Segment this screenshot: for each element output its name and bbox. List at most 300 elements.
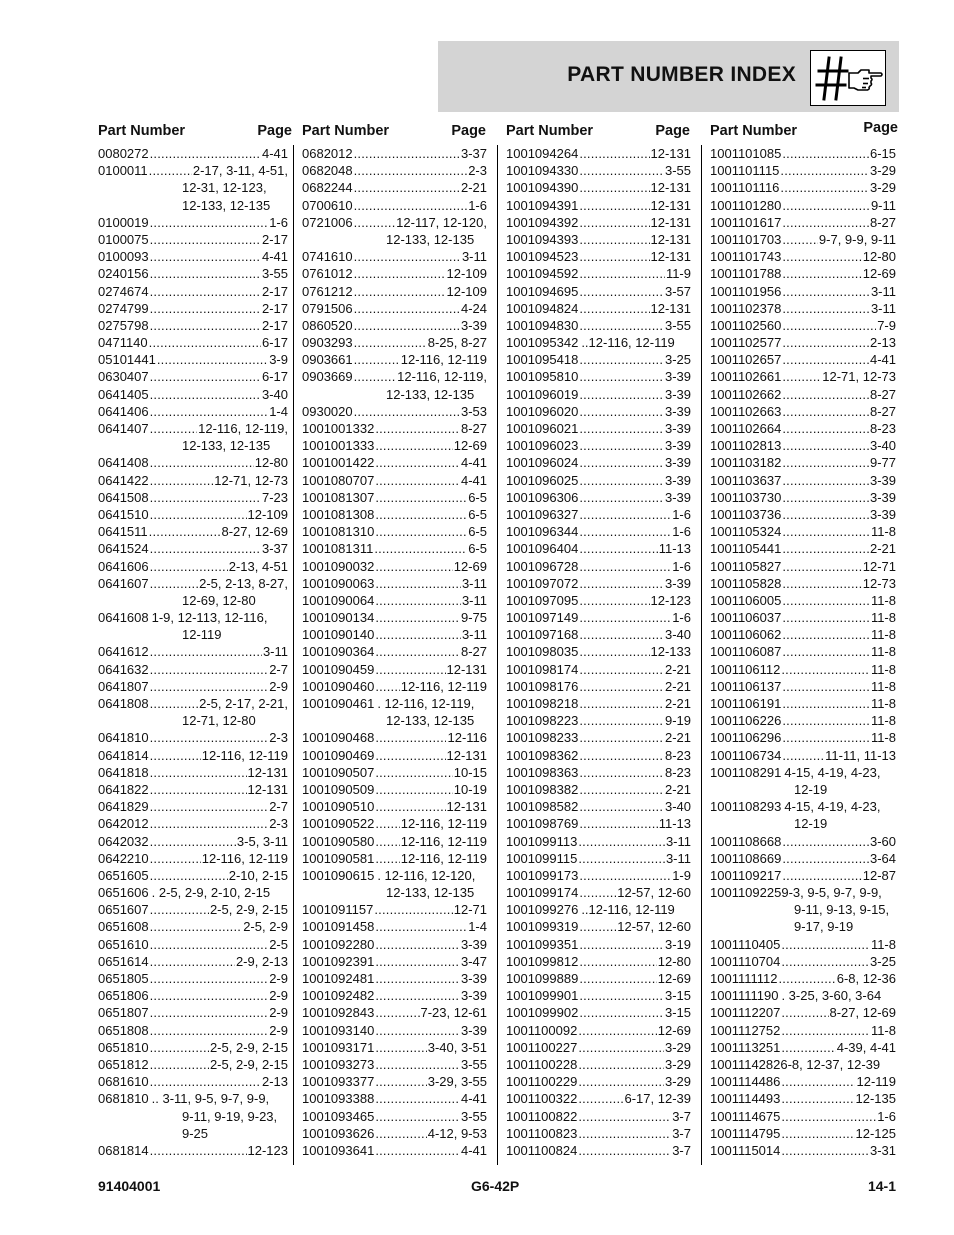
entry-line bbox=[302, 747, 487, 764]
dot-leader bbox=[354, 145, 460, 162]
dot-leader bbox=[579, 575, 664, 592]
index-entry bbox=[710, 248, 896, 265]
entry-line bbox=[98, 1004, 288, 1021]
entry-line bbox=[710, 300, 896, 317]
dot-leader bbox=[375, 729, 446, 746]
entry-line bbox=[506, 764, 691, 781]
part-number-header: Part Number bbox=[302, 123, 390, 139]
index-entry bbox=[710, 145, 896, 162]
part-number-header: Part Number bbox=[506, 123, 594, 139]
part-number: 0641405 bbox=[98, 386, 149, 402]
index-entry bbox=[710, 540, 896, 557]
index-entry bbox=[710, 162, 896, 179]
entry-line bbox=[302, 540, 487, 557]
index-entry bbox=[506, 523, 691, 540]
part-number: 1001081310 bbox=[302, 524, 375, 540]
page-header: Page bbox=[257, 123, 292, 139]
page-reference: 3-40 bbox=[664, 799, 691, 815]
page-reference: 3-11 bbox=[870, 300, 896, 316]
entry-line bbox=[506, 901, 691, 918]
page-reference: 1-9, 12-113, 12-116, bbox=[151, 610, 268, 626]
part-number: 1001102378 bbox=[710, 300, 782, 316]
dot-leader bbox=[782, 540, 869, 557]
part-number: 0700610 bbox=[302, 197, 353, 213]
entry-line bbox=[710, 695, 896, 712]
index-entry bbox=[710, 695, 896, 712]
dot-leader bbox=[579, 472, 664, 489]
index-entry bbox=[506, 970, 691, 987]
dot-leader bbox=[150, 764, 247, 781]
page-reference: 2-5, 2-17, 2-21, bbox=[199, 696, 288, 711]
part-number: 1001099276 bbox=[506, 902, 579, 918]
page-reference: 3-53 bbox=[460, 403, 487, 419]
entry-line bbox=[302, 214, 487, 231]
entry-line bbox=[506, 386, 691, 403]
part-number: 0651808 bbox=[98, 1022, 149, 1038]
page-reference: 2-5, 2-9 bbox=[243, 919, 288, 935]
entry-line bbox=[98, 265, 288, 282]
entry-line bbox=[506, 403, 691, 420]
part-number: 1001097095 bbox=[506, 592, 579, 608]
entry-line bbox=[506, 1108, 691, 1125]
index-entry bbox=[302, 334, 487, 351]
entry-line bbox=[302, 1108, 487, 1125]
page-reference: 3-11 bbox=[665, 833, 691, 849]
index-entry bbox=[302, 472, 487, 489]
page-reference: 3-39 bbox=[664, 455, 691, 471]
entry-line bbox=[506, 334, 691, 351]
index-entry bbox=[98, 815, 288, 832]
page-title: PART NUMBER INDEX bbox=[567, 63, 796, 86]
dot-leader bbox=[375, 1022, 460, 1039]
dot-leader bbox=[150, 1022, 269, 1039]
part-number: 1001092843 bbox=[302, 1005, 375, 1021]
part-number: 1001098035 bbox=[506, 644, 579, 660]
index-entry bbox=[506, 1108, 691, 1125]
part-number: 0681814 bbox=[98, 1142, 149, 1158]
entry-line bbox=[98, 334, 288, 351]
entry-line bbox=[98, 815, 288, 832]
index-entry bbox=[710, 661, 896, 678]
dot-leader bbox=[780, 179, 869, 196]
entry-line bbox=[302, 437, 487, 454]
dot-leader bbox=[781, 1073, 855, 1090]
page-reference: 4-41 bbox=[261, 249, 288, 265]
dot-leader bbox=[157, 351, 268, 368]
entry-line bbox=[710, 403, 896, 420]
part-number: 1001102813 bbox=[710, 438, 782, 454]
page-reference-continued: 9-11, 9-19, 9-23, bbox=[182, 1108, 278, 1124]
dot-leader bbox=[150, 695, 198, 712]
page-reference: 12-57, 12-60 bbox=[617, 885, 691, 901]
page-reference: 9-7, 9-9, 9-11 bbox=[818, 231, 896, 247]
part-number: 0903293 bbox=[302, 335, 353, 351]
part-number: 1001113251 bbox=[710, 1039, 781, 1055]
dot-leader bbox=[579, 300, 649, 317]
page-reference: 11-9 bbox=[665, 266, 691, 282]
part-number: 1001106062 bbox=[710, 627, 782, 643]
dot-leader bbox=[579, 489, 664, 506]
part-number: 1001092482 bbox=[302, 988, 375, 1004]
entry-line bbox=[98, 1090, 288, 1107]
part-number: 1001096404 bbox=[506, 541, 579, 557]
page-reference: 8-23 bbox=[869, 421, 896, 436]
part-number: 1001094695 bbox=[506, 283, 579, 299]
index-entry bbox=[302, 918, 487, 935]
index-entry bbox=[506, 1022, 691, 1039]
dot-leader bbox=[781, 1125, 854, 1142]
page-reference: 3-39 bbox=[460, 988, 487, 1004]
index-entry bbox=[302, 695, 487, 729]
part-number: 1001111112 bbox=[710, 971, 778, 986]
entry-line bbox=[506, 1142, 691, 1159]
dot-leader bbox=[579, 592, 649, 609]
dot-leader bbox=[782, 248, 861, 265]
part-number: 1001096024 bbox=[506, 455, 579, 471]
dot-leader bbox=[781, 1004, 828, 1021]
page-reference: 12-80 bbox=[254, 455, 288, 471]
page-reference: 2-17, 3-11, 4-51, bbox=[192, 163, 288, 179]
part-number: 1001092481 bbox=[302, 971, 375, 986]
dot-leader bbox=[375, 815, 399, 832]
index-entry bbox=[302, 300, 487, 317]
column-header bbox=[710, 117, 896, 145]
page-reference: 11-8 bbox=[870, 661, 896, 677]
index-entry bbox=[98, 351, 288, 368]
part-number: 1001091458 bbox=[302, 919, 375, 935]
part-number: 0641808 bbox=[98, 696, 149, 711]
index-entry bbox=[506, 420, 691, 437]
entry-line bbox=[302, 781, 487, 798]
entry-line bbox=[506, 1056, 691, 1073]
dot-leader bbox=[782, 729, 870, 746]
part-number: 1001098218 bbox=[506, 696, 579, 711]
index-entry bbox=[98, 643, 288, 660]
dot-leader bbox=[375, 918, 467, 935]
part-number: 1001001422 bbox=[302, 455, 375, 471]
dot-leader bbox=[781, 1039, 835, 1056]
page-reference: 4-12, 9-53 bbox=[427, 1125, 487, 1141]
dot-leader bbox=[149, 162, 192, 179]
index-entry bbox=[506, 197, 691, 214]
dot-leader bbox=[781, 953, 869, 970]
index-entry bbox=[98, 781, 288, 798]
entry-line bbox=[710, 729, 896, 746]
dot-leader bbox=[375, 489, 467, 506]
entry-line bbox=[302, 678, 487, 695]
entry-line bbox=[506, 1022, 691, 1039]
entry-line bbox=[98, 747, 288, 764]
part-number: 1001097072 bbox=[506, 575, 579, 591]
dot-leader bbox=[578, 1090, 623, 1107]
index-entry bbox=[710, 334, 896, 351]
dot-leader bbox=[354, 248, 461, 265]
dot-leader bbox=[375, 609, 460, 626]
index-entry bbox=[506, 1056, 691, 1073]
entry-line bbox=[302, 162, 487, 179]
page-reference: 2-17 bbox=[261, 300, 288, 316]
dot-leader bbox=[375, 472, 460, 489]
page-reference: 3-39 bbox=[460, 317, 487, 333]
dot-leader bbox=[150, 420, 198, 437]
entry-line bbox=[710, 351, 896, 368]
page-reference: 12-116 bbox=[447, 730, 487, 746]
dot-leader bbox=[579, 729, 664, 746]
dot-leader bbox=[782, 643, 870, 660]
index-entry bbox=[506, 558, 691, 575]
part-number: 0641422 bbox=[98, 472, 149, 488]
page-reference: 8-23 bbox=[664, 747, 691, 763]
page-reference: 7-23 bbox=[261, 489, 288, 505]
index-entry bbox=[98, 936, 288, 953]
page-reference: 12-116, 12-119 bbox=[201, 747, 288, 763]
part-number: 1001100824 bbox=[506, 1142, 578, 1158]
dot-leader bbox=[375, 558, 452, 575]
page-reference: 2-5, 2-9, 2-15 bbox=[209, 902, 288, 918]
page-reference: 11-8 bbox=[870, 678, 896, 694]
part-number: 1001115014 bbox=[710, 1142, 781, 1158]
page-reference: 2-7 bbox=[269, 661, 288, 677]
dot-leader bbox=[354, 334, 427, 351]
part-number: 1001094830 bbox=[506, 317, 579, 333]
dot-leader bbox=[150, 403, 269, 420]
dot-leader bbox=[375, 575, 461, 592]
page-reference: 3-37 bbox=[261, 541, 288, 557]
index-entry bbox=[506, 179, 691, 196]
page-reference: 3-39 bbox=[664, 489, 691, 505]
entry-line bbox=[98, 884, 288, 901]
index-entry bbox=[98, 420, 288, 454]
index-entry bbox=[98, 265, 288, 282]
part-number: 1001098174 bbox=[506, 661, 579, 677]
index-entry bbox=[98, 1039, 288, 1056]
page-reference: 11-8 bbox=[870, 936, 896, 952]
entry-line bbox=[506, 1004, 691, 1021]
index-entry bbox=[710, 317, 896, 334]
dot-leader bbox=[578, 1108, 671, 1125]
entry-line bbox=[506, 317, 691, 334]
part-number: 1001096728 bbox=[506, 558, 579, 574]
entry-line bbox=[710, 437, 896, 454]
page-reference: 2-3 bbox=[269, 816, 288, 832]
entry-line bbox=[506, 558, 691, 575]
page-reference: 12-119 bbox=[856, 1074, 896, 1090]
page-reference: 3-7 bbox=[672, 1108, 691, 1124]
page-reference: 3-40 bbox=[869, 438, 896, 454]
page-reference: 1-4 bbox=[468, 919, 487, 935]
page-reference: 12-69 bbox=[862, 266, 896, 282]
page-reference: 4-41 bbox=[460, 1091, 487, 1107]
entry-line bbox=[506, 472, 691, 489]
part-number: 1001098382 bbox=[506, 781, 579, 797]
index-entry bbox=[710, 523, 896, 540]
entry-line bbox=[98, 1022, 288, 1039]
index-entry bbox=[710, 197, 896, 214]
dot-leader bbox=[375, 506, 467, 523]
dot-leader bbox=[150, 901, 209, 918]
part-number: 0642210 bbox=[98, 850, 149, 866]
page-reference: 1-6 bbox=[468, 197, 487, 213]
dot-leader bbox=[579, 523, 671, 540]
index-entry bbox=[302, 162, 487, 179]
index-column-3 bbox=[506, 117, 691, 1159]
page-reference: 4-15, 4-19, 4-23, bbox=[784, 764, 881, 780]
entry-line bbox=[710, 179, 896, 196]
entry-line bbox=[506, 437, 691, 454]
page-reference: 4-41 bbox=[460, 455, 487, 471]
entry-line bbox=[710, 798, 896, 815]
page-reference: 12-109 bbox=[247, 506, 288, 522]
part-number: 1001109217 bbox=[710, 867, 782, 883]
entry-line bbox=[506, 867, 691, 884]
page-reference: 3-5, 3-11 bbox=[236, 833, 288, 849]
index-entry bbox=[506, 695, 691, 712]
part-number: 1001106226 bbox=[710, 713, 782, 729]
page-reference: 2-9 bbox=[269, 678, 288, 694]
entry-line bbox=[506, 695, 691, 712]
index-entry bbox=[302, 833, 487, 850]
dot-leader bbox=[781, 1022, 870, 1039]
index-entry bbox=[506, 386, 691, 403]
entry-line bbox=[710, 454, 896, 471]
part-number: 1001106037 bbox=[710, 610, 782, 626]
part-number: 1001081307 bbox=[302, 489, 375, 505]
part-number: 0100019 bbox=[98, 214, 149, 230]
index-entry bbox=[302, 1004, 487, 1021]
entry-line bbox=[98, 558, 288, 575]
index-entry bbox=[506, 987, 691, 1004]
dot-leader bbox=[782, 867, 861, 884]
entry-line bbox=[302, 850, 487, 867]
entry-line bbox=[98, 850, 288, 867]
part-number: 0651806 bbox=[98, 988, 149, 1004]
index-entry bbox=[506, 729, 691, 746]
index-entry bbox=[710, 729, 896, 746]
dot-leader bbox=[782, 300, 870, 317]
index-entry bbox=[506, 506, 691, 523]
entry-line bbox=[506, 575, 691, 592]
index-entry bbox=[98, 850, 288, 867]
part-number: 1001114486 bbox=[710, 1074, 781, 1090]
entry-line bbox=[302, 987, 487, 1004]
page-reference: 1-6 bbox=[269, 214, 288, 230]
dot-leader bbox=[150, 558, 228, 575]
index-entry bbox=[302, 351, 487, 368]
part-number: 0641524 bbox=[98, 541, 149, 557]
dot-leader bbox=[375, 626, 461, 643]
dot-leader bbox=[579, 884, 616, 901]
dot-leader bbox=[579, 179, 649, 196]
page-reference: 2-13 bbox=[869, 335, 896, 351]
index-entry bbox=[506, 265, 691, 282]
dot-leader bbox=[782, 403, 869, 420]
page-reference: 8-23 bbox=[664, 764, 691, 780]
entry-line bbox=[710, 1108, 896, 1125]
entry-line bbox=[710, 317, 896, 334]
page-reference: 12-69 bbox=[453, 558, 487, 574]
entry-line bbox=[710, 712, 896, 729]
index-entry bbox=[710, 678, 896, 695]
dot-leader bbox=[150, 661, 269, 678]
dot-leader bbox=[354, 265, 446, 282]
part-number: 1001098233 bbox=[506, 730, 579, 746]
part-number: 1001097149 bbox=[506, 610, 579, 626]
dot-leader bbox=[375, 1108, 460, 1125]
index-entry bbox=[302, 283, 487, 300]
page-reference: 6-5 bbox=[468, 506, 487, 522]
dot-leader bbox=[579, 231, 649, 248]
dot-leader bbox=[782, 695, 870, 712]
entry-line bbox=[506, 368, 691, 385]
page-reference: 3-29 bbox=[869, 180, 896, 196]
page-reference: 2-9 bbox=[269, 1022, 288, 1038]
part-number: 1001090468 bbox=[302, 730, 375, 746]
page-reference: 3-9 bbox=[269, 352, 288, 368]
index-entry bbox=[506, 936, 691, 953]
part-number: 1001093273 bbox=[302, 1056, 375, 1072]
dot-leader bbox=[780, 162, 869, 179]
page-reference: 1-6 bbox=[672, 558, 691, 574]
index-entry bbox=[302, 970, 487, 987]
dot-leader bbox=[579, 609, 671, 626]
entry-line bbox=[302, 1022, 487, 1039]
part-number: 1001093171 bbox=[302, 1039, 375, 1055]
page-reference: 12-131 bbox=[650, 300, 691, 316]
entry-line bbox=[302, 420, 487, 437]
entry-line bbox=[506, 540, 691, 557]
dot-leader bbox=[150, 1039, 209, 1056]
entry-line bbox=[710, 283, 896, 300]
entry-line bbox=[710, 248, 896, 265]
part-number: 1001102577 bbox=[710, 335, 782, 351]
part-number: 0100075 bbox=[98, 231, 149, 247]
dot-leader bbox=[579, 678, 664, 695]
dot-leader bbox=[150, 729, 269, 746]
entry-line bbox=[506, 454, 691, 471]
dot-leader bbox=[375, 1073, 426, 1090]
page-reference: 11-8 bbox=[870, 627, 896, 643]
entry-line bbox=[710, 1090, 896, 1107]
page-reference: 10-15 bbox=[453, 764, 487, 780]
index-entry bbox=[98, 678, 288, 695]
page-reference: 3-37 bbox=[460, 146, 487, 161]
entry-line bbox=[302, 558, 487, 575]
dot-leader bbox=[375, 747, 445, 764]
dot-leader bbox=[354, 214, 396, 231]
index-entry bbox=[710, 884, 896, 936]
entry-line bbox=[710, 936, 896, 953]
index-column-4 bbox=[710, 117, 896, 1159]
entry-line bbox=[506, 987, 691, 1004]
entry-line bbox=[302, 472, 487, 489]
part-number: 0641810 bbox=[98, 730, 149, 746]
dot-leader bbox=[782, 454, 869, 471]
index-entry bbox=[98, 454, 288, 471]
page-reference: 6-5 bbox=[468, 524, 487, 540]
part-number: 1001098582 bbox=[506, 799, 579, 815]
part-number: 1001108293 bbox=[710, 799, 782, 815]
page-reference: 12-131 bbox=[446, 799, 487, 815]
page-reference: 2-5, 2-9, 2-15 bbox=[209, 1056, 288, 1072]
dot-leader bbox=[375, 437, 452, 454]
index-entry bbox=[98, 162, 288, 214]
page-reference: 6-17 bbox=[261, 369, 288, 385]
part-number: 1001096020 bbox=[506, 403, 579, 419]
index-entry bbox=[98, 317, 288, 334]
page-reference: 12-131 bbox=[247, 764, 288, 780]
entry-line bbox=[710, 558, 896, 575]
dot-leader bbox=[374, 901, 452, 918]
